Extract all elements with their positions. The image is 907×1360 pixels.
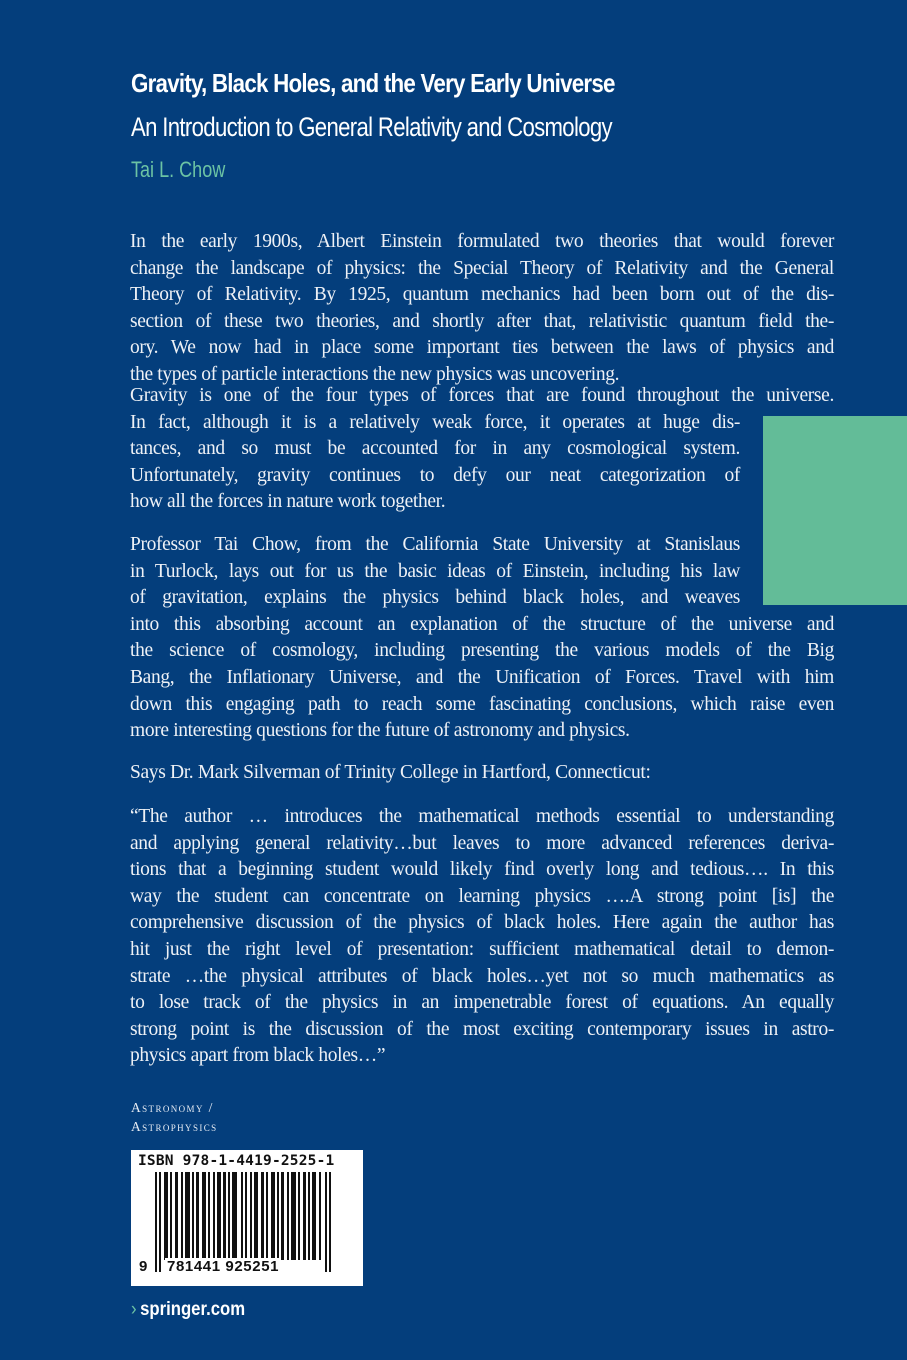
- text-line: and applying general relativity…but leaves to more advanced references deriva-: [130, 832, 834, 854]
- text-line: change the landscape of physics: the Special Theory of Relativity and the General: [130, 257, 834, 279]
- text-line: down this engaging path to reach some fascinating conclusions, which raise even: [130, 693, 834, 715]
- book-title: Gravity, Black Holes, and the Very Early Universe: [131, 68, 615, 98]
- text-line: physics apart from black holes…”: [130, 1045, 386, 1067]
- description-paragraph-2: [130, 383, 834, 516]
- description-paragraph-1: [130, 229, 834, 389]
- description-paragraph-3: [130, 532, 834, 745]
- text-line: tances, and so must be accounted for in any cosmological system.: [130, 438, 740, 460]
- text-line: the science of cosmology, including presenting the various models of the Big: [130, 640, 834, 662]
- text-line: hit just the right level of presentation: sufficient mathematical detail to demon-: [130, 938, 834, 960]
- ean-first-digit: 9: [139, 1258, 148, 1275]
- review-quote: [130, 804, 834, 1070]
- text-line: Professor Tai Chow, from the California State University at Stanislaus: [130, 534, 740, 555]
- text-line: Theory of Relativity. By 1925, quantum mechanics had been born out of the dis-: [130, 284, 834, 306]
- subject-category: [131, 1098, 218, 1136]
- publisher-link[interactable]: [131, 1299, 245, 1321]
- text-line: “The author … introduces the mathematical methods essential to understanding: [130, 806, 834, 827]
- text-line: ory. We now had in place some important ties between the laws of physics and: [130, 337, 834, 359]
- isbn-barcode: [131, 1150, 363, 1286]
- text-line: Unfortunately, gravity continues to defy our neat categorization of: [130, 464, 740, 486]
- text-line: Bang, the Inflationary Universe, and the Unification of Forces. Travel with him: [130, 666, 834, 688]
- text-line: way the student can concentrate on learning physics ….A strong point [is] the: [130, 885, 834, 907]
- text-line: tions that a beginning student would likely find overly long and tedious…. In this: [130, 859, 834, 881]
- text-line: section of these two theories, and shortly after that, relativistic quantum field the-: [130, 310, 834, 332]
- text-line: comprehensive discussion of the physics of black holes. Here again the author has: [130, 912, 834, 934]
- text-line: strong point is the discussion of the most exciting contemporary issues in astro-: [130, 1018, 834, 1040]
- text-line: strate …the physical attributes of black holes…yet not so much mathematics as: [130, 965, 834, 987]
- text-line: to lose track of the physics in an impenetrable forest of equations. An equally: [130, 992, 834, 1014]
- chevron-right-icon: ›: [131, 1299, 137, 1320]
- barcode-bars-icon: [155, 1172, 335, 1272]
- text-line: Says Dr. Mark Silverman of Trinity College in Hartford, Connecticut:: [130, 762, 651, 783]
- text-line: Gravity is one of the four types of forces that are found throughout the universe.: [130, 385, 834, 406]
- review-attribution: [130, 760, 834, 787]
- text-line: how all the forces in nature work together.: [130, 491, 446, 513]
- text-line: In the early 1900s, Albert Einstein formulated two theories that would forever: [130, 231, 834, 252]
- text-line: the types of particle interactions the new physics was uncovering.: [130, 363, 620, 385]
- book-author: Tai L. Chow: [131, 157, 226, 182]
- text-line: more interesting questions for the future of astronomy and physics.: [130, 720, 630, 742]
- category-line-2: Astrophysics: [131, 1119, 218, 1134]
- isbn-label: ISBN 978-1-4419-2525-1: [138, 1153, 335, 1169]
- text-line: of gravitation, explains the physics behind black holes, and weaves: [130, 587, 740, 609]
- publisher-url: springer.com: [140, 1299, 246, 1320]
- ean-remaining-digits: 781441 925251: [167, 1258, 280, 1275]
- book-subtitle: An Introduction to General Relativity and Cosmology: [131, 112, 612, 142]
- text-line: In fact, although it is a relatively weak force, it operates at huge dis-: [130, 411, 740, 433]
- text-line: into this absorbing account an explanation of the structure of the universe and: [130, 613, 834, 635]
- category-line-1: Astronomy /: [131, 1100, 214, 1115]
- text-line: in Turlock, lays out for us the basic ideas of Einstein, including his law: [130, 560, 740, 582]
